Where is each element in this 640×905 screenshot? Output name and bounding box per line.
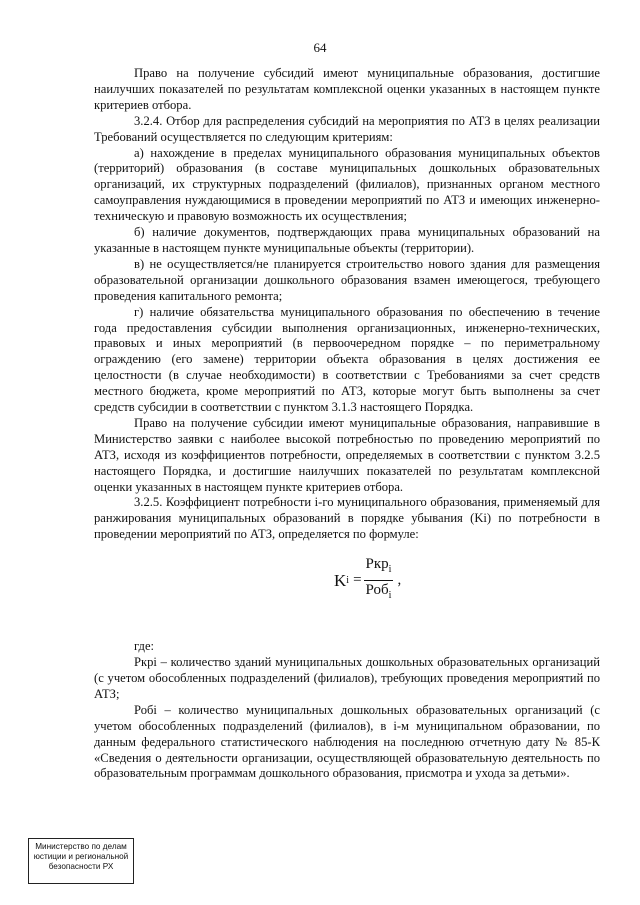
formula-denominator: Роб xyxy=(365,582,389,599)
paragraph: а) нахождение в пределах муниципального образования муниципальных объектов (территорий) образования (в составе муниципальных дошкольных образовательных организаций, их структурных подразделений (филиалов), признанных органом местного самоуправления нуждающимися в проведении мероприятий по АТЗ и имеющих инженерно-техническую и правовую возможность их осуществления; xyxy=(94,145,600,224)
formula-lhs: K xyxy=(334,570,347,590)
stamp-line: Министерство по делам xyxy=(35,842,127,851)
stamp-line: юстиции и региональной xyxy=(33,852,129,861)
ministry-stamp xyxy=(28,838,134,884)
formula-comma: , xyxy=(397,571,402,588)
paragraph: в) не осуществляется/не планируется строительство нового здания для размещения образовательной организации дошкольного образования взамен имеющегося, требующего проведения капитального ремонта; xyxy=(94,256,600,303)
stamp-line: безопасности РХ xyxy=(48,862,114,871)
formula-equals: = xyxy=(353,571,362,588)
definition: Ркрi – количество зданий муниципальных дошкольных образовательных организаций (с учетом обособленных подразделений (филиалов), требующих проведения мероприятий по АТЗ; xyxy=(94,655,600,701)
paragraph: б) наличие документов, подтверждающих права муниципальных образований на указанные в настоящем пункте муниципальные объекты (территории). xyxy=(94,225,600,255)
where-label: где: xyxy=(134,639,155,654)
definition: Робi – количество муниципальных дошкольных образовательных организаций (с учетом обособленных подразделений (филиалов), в i-м муниципальном образовании, по данным федерального статистического наблюдения на последнюю отчетную дату № 85-К «Сведения о деятельности организации, осуществляющей образовательную деятельность по образовательным программам дошкольного образования, присмотра и ухода за детьми». xyxy=(94,702,600,781)
paragraph: Право на получение субсидий имеют муниципальные образования, достигшие наилучших показателей по результатам комплексной оценки указанных в настоящем пункте критериев отбора. xyxy=(94,66,600,112)
page-number: 64 xyxy=(313,40,327,55)
formula-fraction xyxy=(364,557,394,604)
formula-denominator-sub: i xyxy=(388,590,392,602)
paragraph: 3.2.5. Коэффициент потребности i-го муниципального образования, применяемый для ранжирования муниципальных образований в порядке убывания (Ki) по потребности в проведении мероприятий по АТЗ, определяется по формуле: xyxy=(94,495,600,542)
formula-numerator-sub: i xyxy=(388,564,392,576)
paragraph: Право на получение субсидии имеют муниципальные образования, направившие в Министерство заявки с наиболее высокой потребностью по проведению мероприятий по АТЗ, исходя из коэффициентов потребности, определяемых в соответствии с пунктом 3.2.5 настоящего Порядка, и достигшие наилучших показателей по результатам комплексной оценки указанных в настоящем пункте критериев отбора. xyxy=(94,415,600,494)
formula xyxy=(94,543,600,639)
formula-lhs-sub: i xyxy=(346,574,350,586)
paragraph: г) наличие обязательства муниципального образования по обеспечению в течение года предоставления субсидии выполнения организационных, инженерно-технических, правовых и иных мероприятий (в первоочередном порядке – по периметральному ограждению (его замене) территории объекта образования в целях достижения ее целостности (в случае необходимости) в соответствии с Требованиями за счет средств местного бюджета, кроме мероприятий по АТЗ, которые могут быть выполнены за счет средств субсидии в соответствии с пунктом 3.1.3 настоящего Порядка. xyxy=(94,304,600,415)
paragraph: 3.2.4. Отбор для распределения субсидий на мероприятия по АТЗ в целях реализации Требований осуществляется по следующим критериям: xyxy=(94,113,600,144)
document-body xyxy=(94,66,600,782)
formula-numerator: Ркр xyxy=(365,556,389,573)
